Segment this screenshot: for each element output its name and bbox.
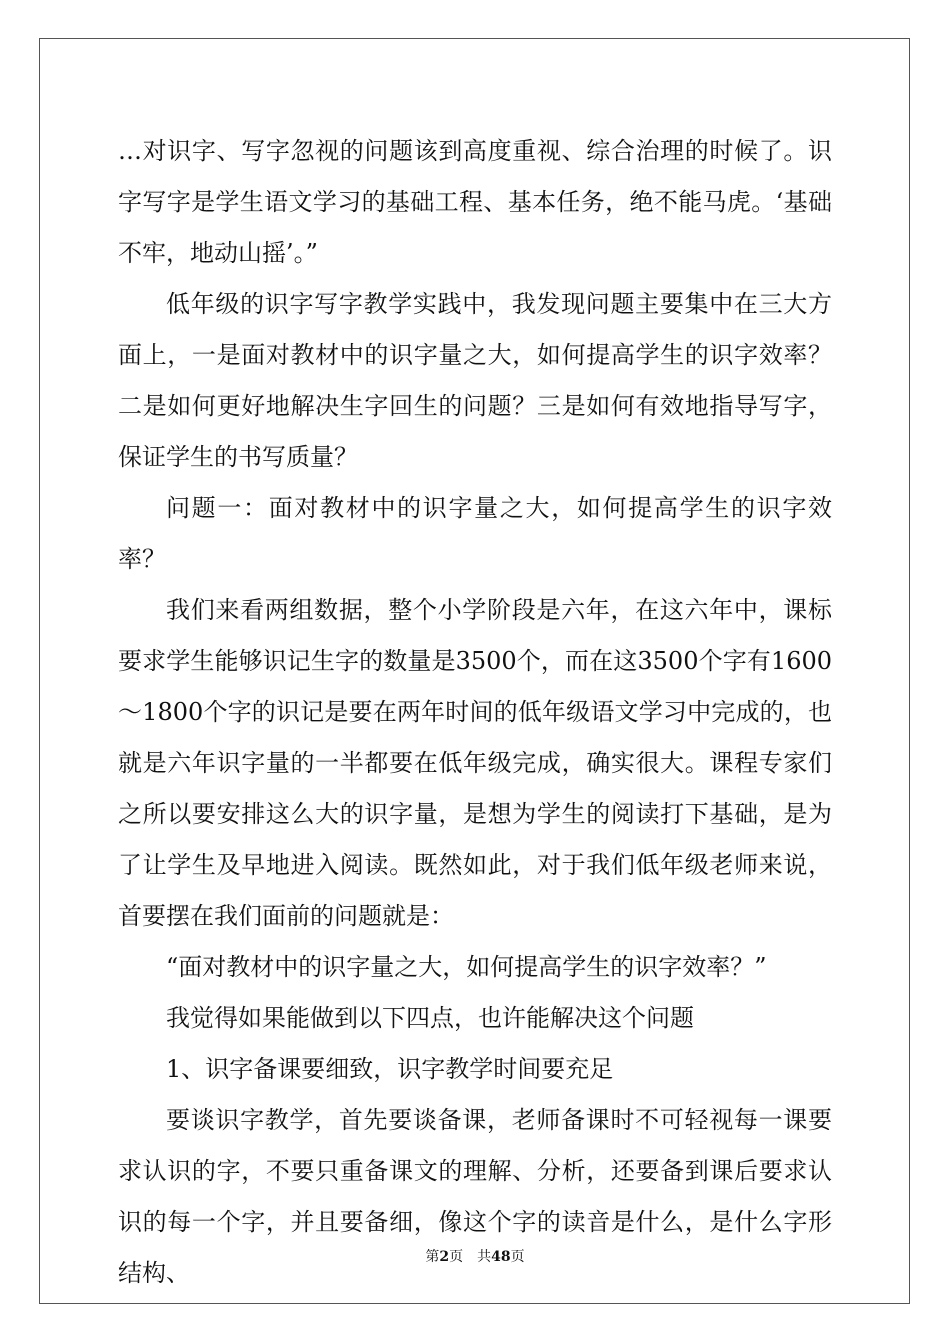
paragraph-1: …对识字、写字忽视的问题该到高度重视、综合治理的时候了。识字写字是学生语文学习的基础工程、基本任务，绝不能马虎。‘基础不牢，地动山摇’。”	[118, 137, 832, 267]
page-footer	[0, 1246, 950, 1266]
paragraph-7: 1、识字备课要细致，识字教学时间要充足	[166, 1055, 614, 1083]
total-page-count: 48	[491, 1249, 511, 1265]
paragraph-4: 我们来看两组数据，整个小学阶段是六年，在这六年中，课标要求学生能够识记生字的数量是3500个，而在这3500个字有1600～1800个字的识记是要在两年时间的低年级语文学习中完成的，也就是六年识字量的一半都要在低年级完成，确实很大。课程专家们之所以要安排这么大的识字量，是想为学生的阅读打下基础，是为了让学生及早地进入阅读。既然如此，对于我们低年级老师来说，首要摆在我们面前的问题就是：	[118, 596, 832, 930]
footer-mid: 页 共	[449, 1249, 492, 1265]
paragraph-6: 我觉得如果能做到以下四点，也许能解决这个问题	[166, 1004, 694, 1032]
paragraph-8: 要谈识字教学，首先要谈备课，老师备课时不可轻视每一课要求认识的字，不要只重备课文的理解、分析，还要备到课后要求认识的每一个字，并且要备细，像这个字的读音是什么，是什么字形结构、	[118, 1106, 832, 1287]
footer-suffix: 页	[510, 1249, 525, 1265]
paragraph-5: “面对教材中的识字量之大，如何提高学生的识字效率？”	[166, 953, 767, 981]
document-body	[118, 126, 832, 1299]
paragraph-2: 低年级的识字写字教学实践中，我发现问题主要集中在三大方面上，一是面对教材中的识字量之大，如何提高学生的识字效率？二是如何更好地解决生字回生的问题？三是如何有效地指导写字，保证学生的书写质量？	[118, 290, 832, 471]
paragraph-3: 问题一：面对教材中的识字量之大，如何提高学生的识字效率？	[118, 494, 832, 573]
footer-prefix: 第	[425, 1249, 440, 1265]
current-page-number: 2	[439, 1249, 450, 1265]
